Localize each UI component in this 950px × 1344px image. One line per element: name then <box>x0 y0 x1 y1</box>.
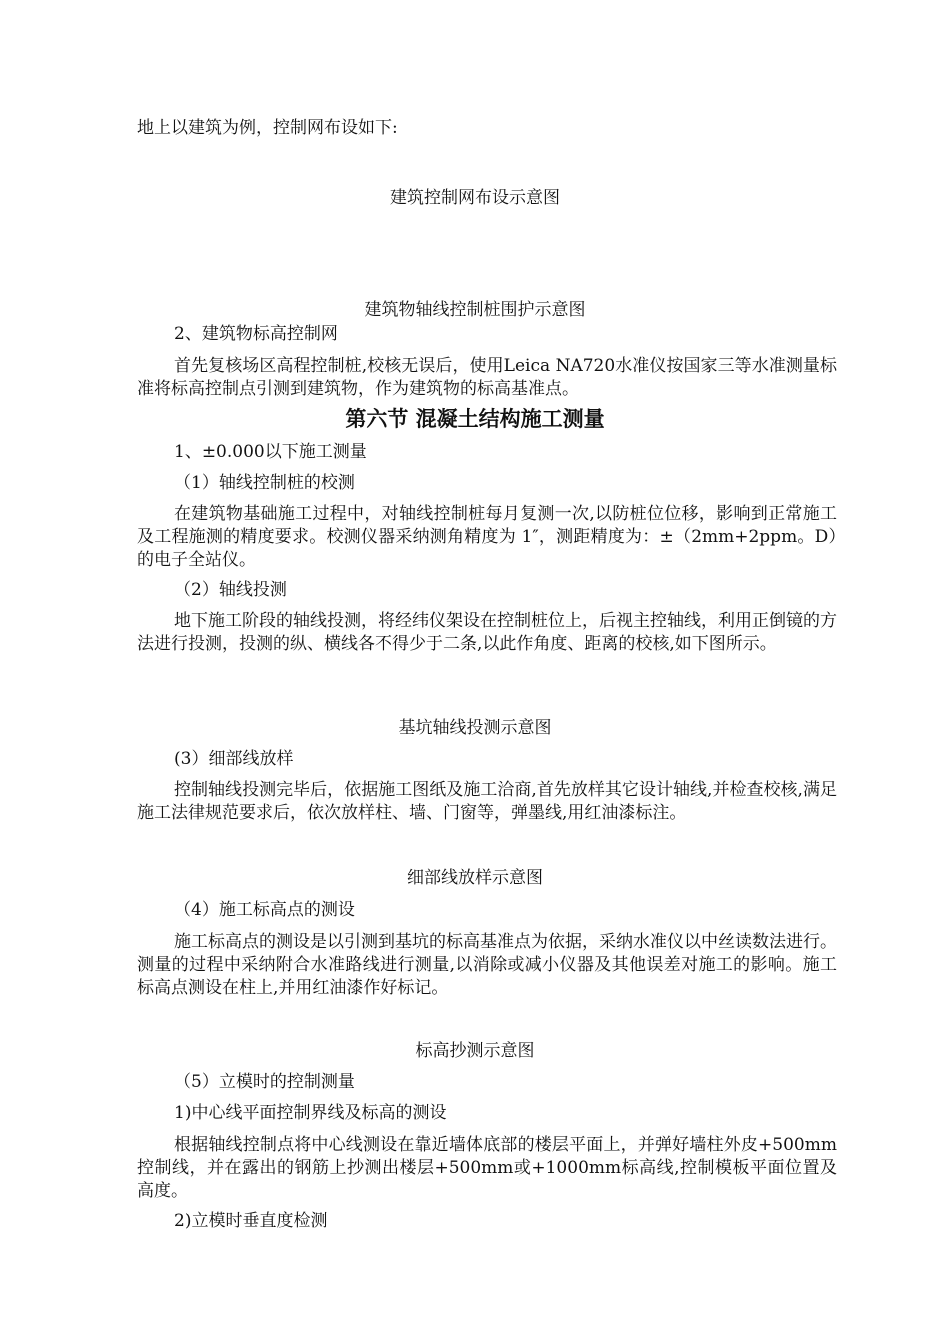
subsection-title-below-zero: 1、±0.000以下施工测量 <box>174 442 367 462</box>
figure-caption-pit-axis-projection: 基坑轴线投测示意图 <box>398 718 552 738</box>
paragraph-centerline: 根据轴线控制点将中心线测设在靠近墙体底部的楼层平面上，并弹好墙柱外皮+500mm控制线，并在露出的钢筋上抄测出楼层+500mm或+1000mm标高线,控制模板平面位置及高度。 <box>137 1135 837 1201</box>
item-title-axis-pile-check: （1）轴线控制桩的校测 <box>174 473 355 493</box>
subitem-title-centerline: 1)中心线平面控制界线及标高的测设 <box>174 1103 447 1123</box>
figure-caption-detail-layout: 细部线放样示意图 <box>407 868 543 888</box>
paragraph-axis-pile-check: 在建筑物基础施工过程中，对轴线控制桩每月复测一次,以防桩位位移，影响到正常施工及工程施测的精度要求。校测仪器采纳测角精度为 1″，测距精度为：±（2mm+2ppm。D）的电子全站仪。 <box>137 504 837 570</box>
subitem-title-verticality: 2)立模时垂直度检测 <box>174 1211 328 1231</box>
item-title-elevation-points: （4）施工标高点的测设 <box>174 900 355 920</box>
paragraph-detail-layout: 控制轴线投测完毕后，依据施工图纸及施工洽商,首先放样其它设计轴线,并检查校核,满足施工法律规范要求后，依次放样柱、墙、门窗等，弹墨线,用红油漆标注。 <box>137 780 837 823</box>
figure-caption-axis-pile-protection: 建筑物轴线控制桩围护示意图 <box>364 300 586 320</box>
paragraph-elevation-control: 首先复核场区高程控制桩,校核无误后，使用Leica NA720水准仪按国家三等水准测量标准将标高控制点引测到建筑物，作为建筑物的标高基准点。 <box>137 356 837 399</box>
item-title-formwork-control: （5）立模时的控制测量 <box>174 1072 355 1092</box>
item-title-axis-projection: （2）轴线投测 <box>174 580 287 600</box>
section-item-elevation-network: 2、建筑物标高控制网 <box>174 324 338 344</box>
paragraph-axis-projection: 地下施工阶段的轴线投测，将经纬仪架设在控制桩位上，后视主控轴线，利用正倒镜的方法进行投测，投测的纵、横线各不得少于二条,以此作角度、距离的校核,如下图所示。 <box>137 611 837 654</box>
item-title-detail-layout: (3）细部线放样 <box>174 749 294 769</box>
paragraph-elevation-points: 施工标高点的测设是以引测到基坑的标高基准点为依据，采纳水准仪以中丝读数法进行。测量的过程中采纳附合水准路线进行测量,以消除或减小仪器及其他误差对施工的影响。施工标高点测设在柱上,并用红油漆作好标记。 <box>137 932 837 998</box>
figure-caption-control-network: 建筑控制网布设示意图 <box>390 188 560 208</box>
intro-line: 地上以建筑为例，控制网布设如下: <box>137 118 398 138</box>
figure-caption-elevation-transfer: 标高抄测示意图 <box>415 1041 535 1061</box>
section-heading: 第六节 混凝土结构施工测量 <box>345 407 605 431</box>
